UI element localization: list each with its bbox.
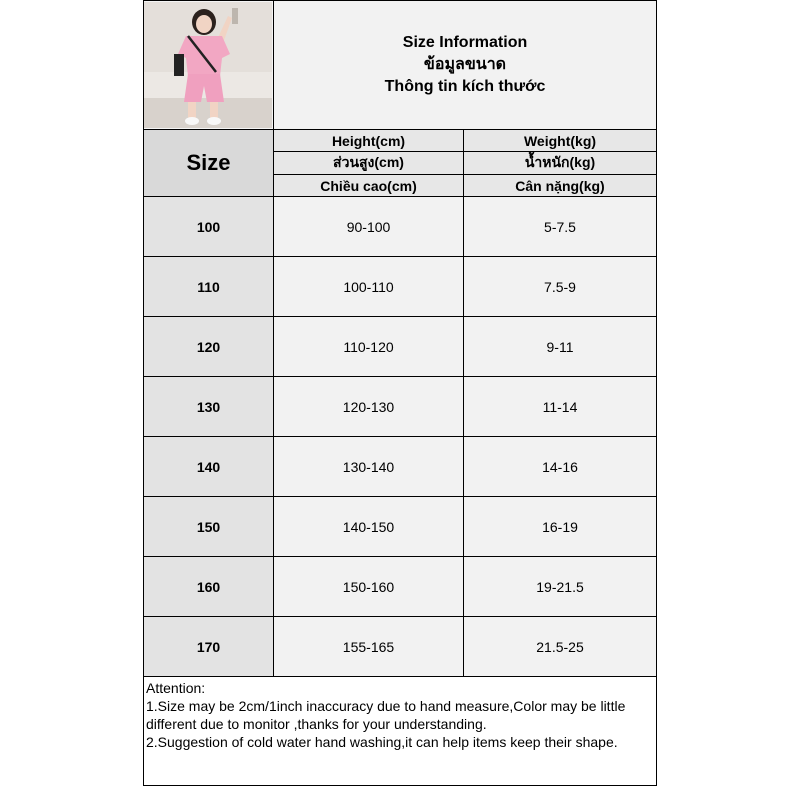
height-header-vietnamese: Chiều cao(cm) [274,175,464,197]
title-english: Size Information [402,34,528,51]
note-washing: 2.Suggestion of cold water hand washing,it can help items keep their shape. [146,734,618,750]
height-value: 100-110 [274,257,464,317]
attention-heading: Attention: [146,680,206,696]
height-value: 130-140 [274,437,464,497]
table-row [144,497,657,557]
weight-value: 7.5-9 [464,257,657,317]
size-value: 150 [144,497,274,557]
height-header-thai: ส่วนสูง(cm) [274,152,464,175]
table-row [144,197,657,257]
weight-value: 9-11 [464,317,657,377]
note-size-accuracy: 1.Size may be 2cm/1inch inaccuracy due to hand measure,Color may be little different due to monitor ,thanks for your understanding. [146,698,626,732]
size-value: 120 [144,317,274,377]
title-cell [274,1,657,130]
height-value: 110-120 [274,317,464,377]
size-value: 100 [144,197,274,257]
weight-header-vietnamese: Cân nặng(kg) [464,175,657,197]
size-value: 140 [144,437,274,497]
title-thai: ข้อมูลขนาด [423,56,507,73]
size-value: 170 [144,617,274,677]
weight-value: 21.5-25 [464,617,657,677]
table-row [144,377,657,437]
weight-value: 14-16 [464,437,657,497]
size-chart-sheet [143,0,656,800]
table-row [144,557,657,617]
size-value: 160 [144,557,274,617]
notes-row [144,677,657,786]
weight-header-thai: น้ำหนัก(kg) [464,152,657,175]
weight-header-english: Weight(kg) [464,130,657,152]
size-column-header: Size [144,130,274,197]
table-row [144,437,657,497]
height-value: 150-160 [274,557,464,617]
height-value: 155-165 [274,617,464,677]
table-row [144,317,657,377]
size-value: 130 [144,377,274,437]
size-chart-table [143,0,657,786]
height-value: 120-130 [274,377,464,437]
table-row [144,257,657,317]
height-header-english: Height(cm) [274,130,464,152]
weight-value: 16-19 [464,497,657,557]
product-photo-cell [144,1,274,130]
height-value: 140-150 [274,497,464,557]
weight-value: 5-7.5 [464,197,657,257]
weight-value: 11-14 [464,377,657,437]
height-value: 90-100 [274,197,464,257]
table-row [144,617,657,677]
header-row [144,1,657,130]
title-vietnamese: Thông tin kích thước [384,78,546,95]
product-photo [144,2,272,128]
size-value: 110 [144,257,274,317]
notes-cell [144,677,657,786]
weight-value: 19-21.5 [464,557,657,617]
